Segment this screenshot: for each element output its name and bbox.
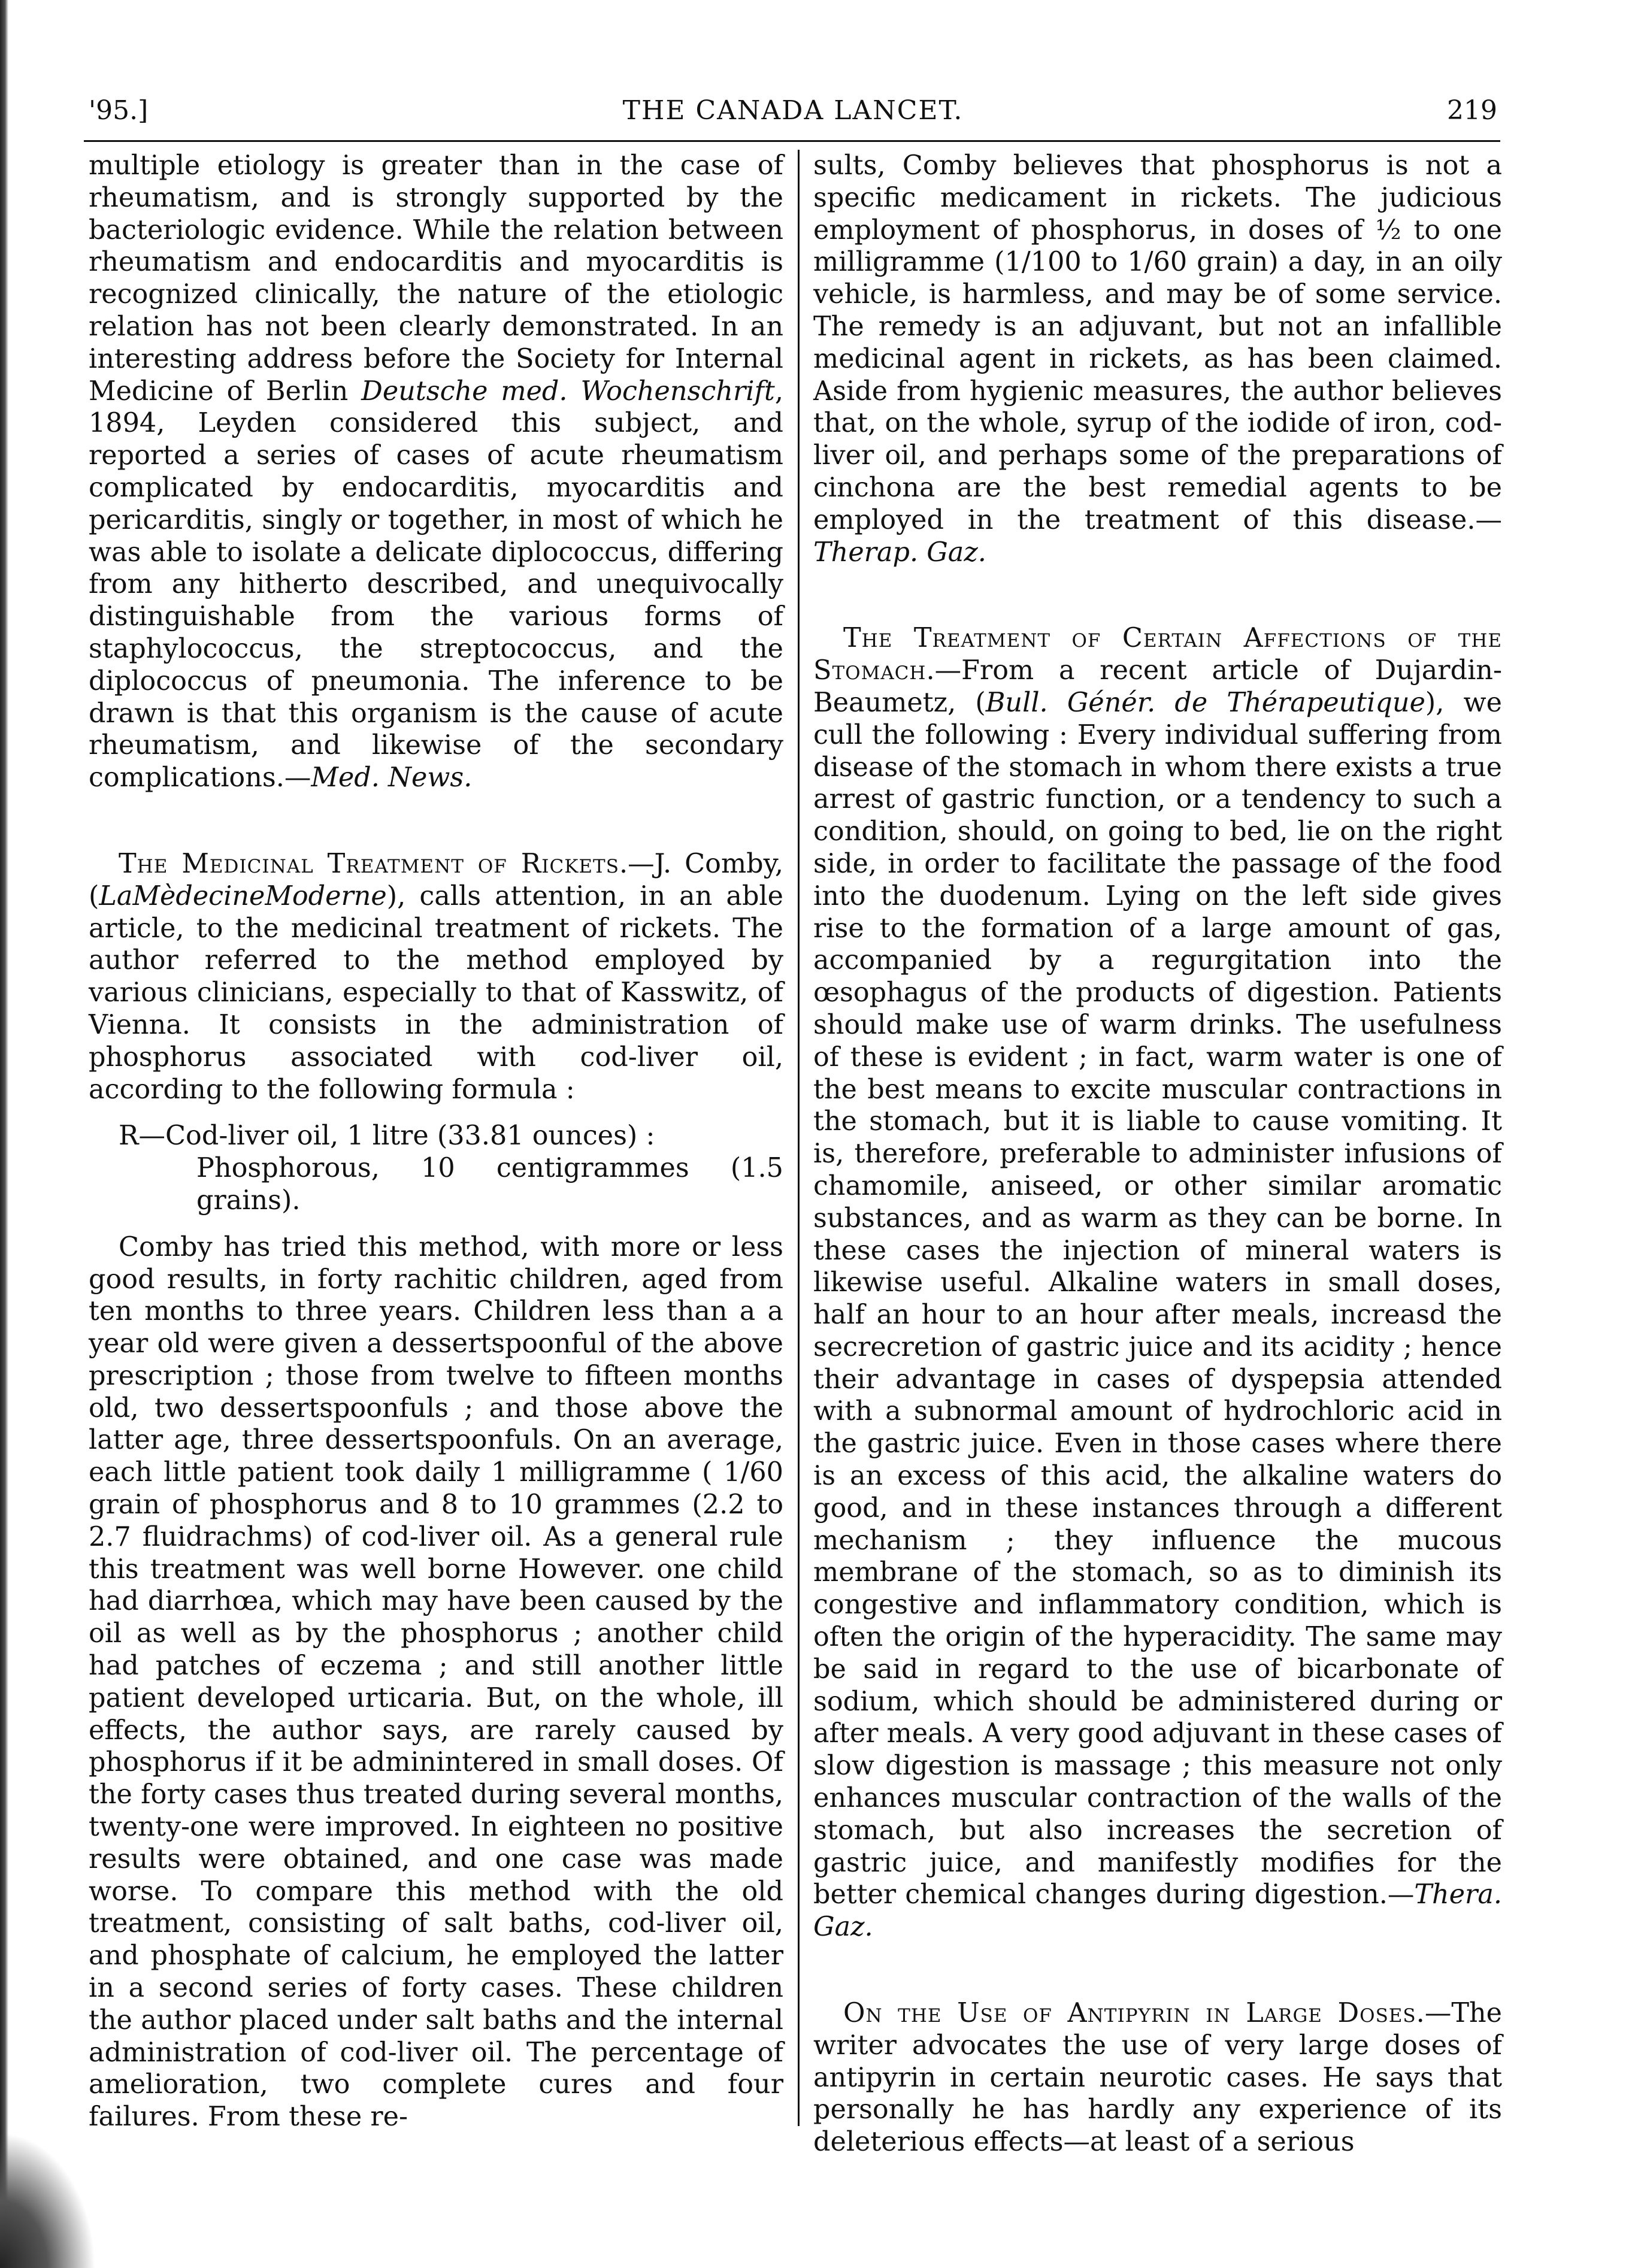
running-header	[89, 87, 1497, 135]
rickets-intro-cont: ), calls attention, in an able article, to the medicinal treatment of rickets. The author referred to the method employed by various clinicians, especially to that of Kasswitz, of Vienna. It consists in the administration of phosphorus associated with cod-liver oil, according to the following formula :	[89, 880, 783, 1105]
right-column	[813, 150, 1502, 2158]
column-divider	[798, 150, 800, 2126]
left-column	[89, 150, 783, 2133]
rheumatism-text-cont: , 1894, Leyden considered this subject, and reported a series of cases of acute rheumatism complicated by endocarditis, myocarditis and pericarditis, singly or together, in most of which he was able to isolate a delicate diplococcus, differing from any hitherto described, and unequivocally distinguishable from the various forms of staphylococcus, the streptococcus, and the diplococcus of pneumonia. The inference to be drawn is that this organism is the cause of acute rheumatism, and likewise of the secondary complications.—	[89, 376, 783, 794]
page-binding-edge	[0, 0, 8, 2268]
stomach-intro: .—From a recent article of Dujardin-Beaumetz, (	[813, 655, 1502, 718]
page-number: 219	[1447, 95, 1497, 126]
rheumatism-paragraph	[89, 150, 783, 794]
header-journal-title: THE CANADA LANCET.	[622, 95, 964, 126]
antipyrin-text: .—The writer advocates the use of very large doses of antipyrin in certain neurotic cases. He says that personally he has hardly any experience of its deleterious effects—at least of a serious	[813, 1998, 1502, 2158]
stomach-paragraph	[813, 622, 1502, 1943]
formula-line: Phosphorous, 10 centigrammes (1.5 grains).	[196, 1153, 783, 1216]
rickets-conclusion-paragraph	[813, 150, 1502, 568]
rickets-paragraph	[89, 848, 783, 1106]
rickets-conclusion-text: sults, Comby believes that phosphorus is not a specific medicament in rickets. The judicious employment of phosphorus, in doses of ½ to one milligramme (1/100 to 1/60 grain) a day, in an oily vehicle, is harmless, and may be of some service. The remedy is an adjuvant, but not an infallible medicinal agent in rickets, as has been claimed. Aside from hygienic measures, the author believes that, on the whole, syrup of the iodide of iron, cod-liver oil, and perhaps some of the preparations of cinchona are the best remedial agents to be employed in the treatment of this disease.—	[813, 150, 1502, 535]
formula-line: R—Cod-liver oil, 1 litre (33.81 ounces) :	[119, 1121, 655, 1152]
journal-citation: LaMèdecineModerne	[99, 880, 387, 912]
source-citation: Thera. Gaz.	[813, 1879, 1502, 1943]
journal-citation: Bull. Génér. de Thérapeutique	[985, 687, 1425, 718]
section-heading-rickets: The Medicinal Treatment of Rickets	[119, 848, 619, 879]
header-rule	[84, 140, 1500, 142]
source-citation: Therap. Gaz.	[813, 537, 986, 568]
section-gap	[813, 568, 1502, 622]
stomach-text: ), we cull the following : Every individual suffering from disease of the stomach in whom there exists a true arrest of gastric function, or a tendency to such a condition, should, on going to bed, lie on the right side, in order to facilitate the passage of the food into the duodenum. Lying on the left side gives rise to the formation of a large amount of gas, accompanied by a regurgitation into the œsophagus of the products of digestion. Patients should make use of warm drinks. The usefulness of these is evident ; in fact, warm water is one of the best means to excite muscular contractions in the stomach, but it is liable to cause vomiting. It is, therefore, preferable to administer infusions of chamomile, aniseed, or other similar aromatic substances, and as warm as they can be borne. In these cases the injection of mineral waters is likewise useful. Alkaline waters in small doses, half an hour to an hour after meals, increasd the secrecretion of gastric juice and its acidity ; hence their advantage in cases of dyspepsia attended with a subnormal amount of hydrochloric acid in the gastric juice. Even in those cases where there is an excess of this acid, the alkaline waters do good, and in these instances through a different mechanism ; they influence the mucous membrane of the stomach, so as to diminish its congestive and inflammatory condition, which is often the origin of the hyperacidity. The same may be said in regard to the use of bicarbonate of sodium, which should be administered during or after meals. A very good adjuvant in these cases of slow digestion is massage ; this measure not only enhances muscular contraction of the walls of the stomach, but also increases the secretion of gastric juice, and manifestly modifies for the better chemical changes during digestion.—	[813, 687, 1503, 1910]
scan-edge-shadow	[0, 2132, 96, 2268]
header-year: '95.]	[89, 95, 149, 126]
rickets-results-paragraph: Comby has tried this method, with more or less good results, in forty rachitic children, aged from ten months to three years. Children less than a a year old were given a dessertspoonful of the above prescription ; those from twelve to fifteen months old, two dessertspoonfuls ; and those above the latter age, three dessertspoonfuls. On an average, each little patient took daily 1 milligramme ( 1/60 grain of phosphorus and 8 to 10 grammes (2.2 to 2.7 fluidrachms) of cod-liver oil. As a general rule this treatment was well borne However. one child had diarrhœa, which may have been caused by the oil as well as by the phosphorus ; another child had patches of eczema ; and still another little patient developed urticaria. But, on the whole, ill effects, the author says, are rarely caused by phosphorus if it be adminintered in small doses. Of the forty cases thus treated during several months, twenty-one were improved. In eighteen no positive results were obtained, and one case was made worse. To compare this method with the old treatment, consisting of salt baths, cod-liver oil, and phosphate of calcium, he employed the latter in a second series of forty cases. These children the author placed under salt baths and the internal administration of cod-liver oil. The percentage of amelioration, two complete cures and four failures. From these re-	[89, 1231, 783, 2133]
journal-citation: Deutsche med. Wochenschrift	[361, 376, 775, 407]
section-gap	[813, 1943, 1502, 1997]
rheumatism-text: multiple etiology is greater than in the case of rheumatism, and is strongly supported by the bacteriologic evidence. While the relation between rheumatism and endocarditis and myocarditis is recognized clinically, the nature of the etiologic relation has not been clearly demonstrated. In an interesting address before the Society for Internal Medicine of Berlin	[89, 150, 783, 407]
section-gap	[89, 794, 783, 848]
section-heading-stomach: The Treatment of Certain Affections of the Stomach	[813, 623, 1502, 686]
source-citation: Med. News.	[311, 762, 473, 794]
prescription-formula	[89, 1120, 783, 1216]
rickets-intro: .—J. Comby, (	[89, 848, 783, 912]
antipyrin-paragraph	[813, 1997, 1502, 2158]
section-heading-antipyrin: On the Use of Antipyrin in Large Doses	[843, 1998, 1416, 2029]
